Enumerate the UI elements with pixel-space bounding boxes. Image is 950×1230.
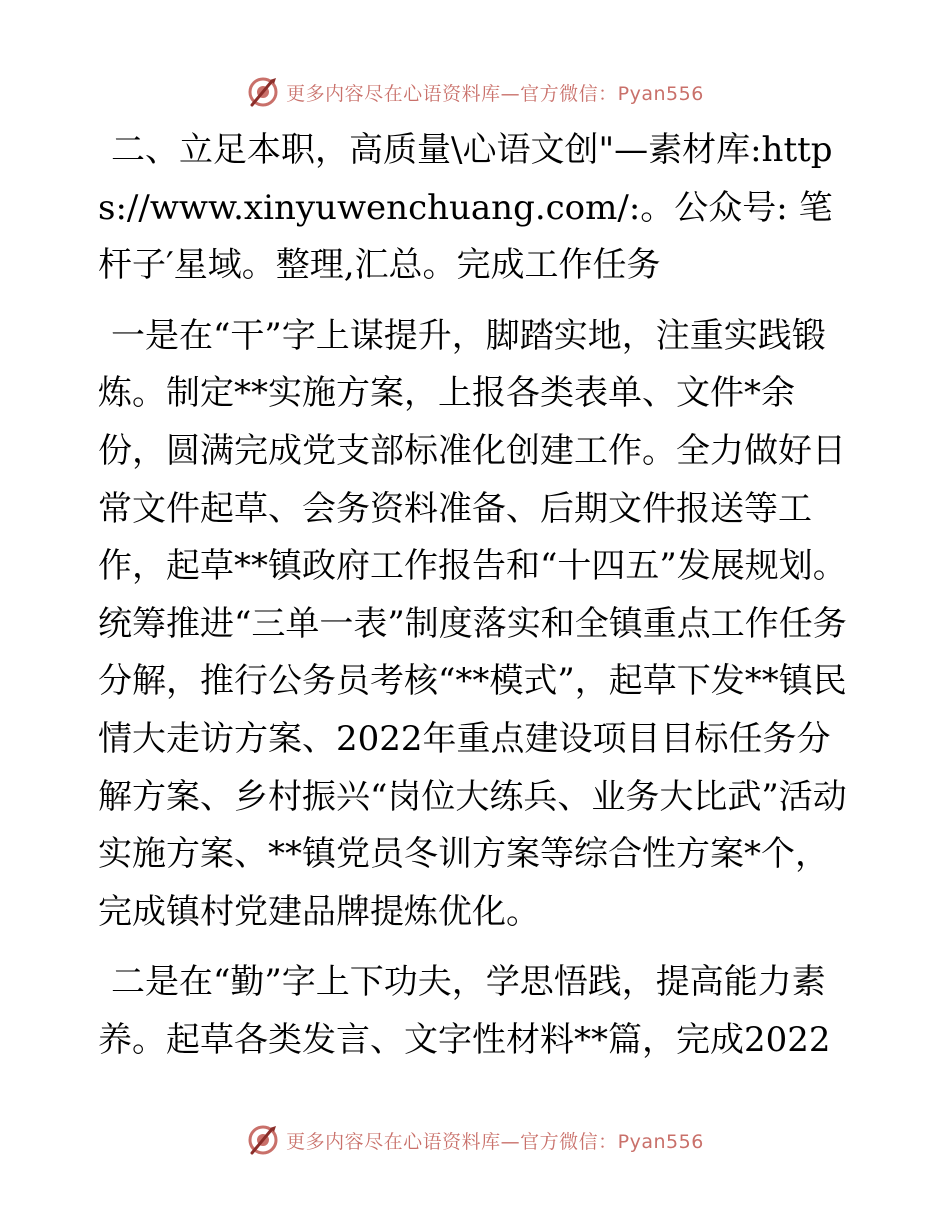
- header-watermark-banner: [0, 70, 950, 114]
- footer-banner-text: 更多内容尽在心语资料库—官方微信：Pyan556: [286, 1130, 704, 1153]
- footer-banner-group: [246, 1123, 704, 1157]
- header-banner-text: 更多内容尽在心语资料库—官方微信：Pyan556: [286, 82, 704, 105]
- quill-seal-icon: [246, 75, 280, 109]
- header-banner-group: [246, 75, 704, 109]
- paragraph-first-point: 一是在“干”字上谋提升，脚踏实地，注重实践锻炼。制定**实施方案，上报各类表单、文件*余份，圆满完成党支部标准化创建工作。全力做好日常文件起草、会务资料准备、后期文件报送等工作，起草**镇政府工作报告和“十四五”发展规划。统筹推进“三单一表”制度落实和全镇重点工作任务分解，推行公务员考核“**模式”，起草下发**镇民情大走访方案、2022年重点建设项目目标任务分解方案、乡村振兴“岗位大练兵、业务大比武”活动实施方案、**镇党员冬训方案等综合性方案*个，完成镇村党建品牌提炼优化。: [98, 315, 847, 932]
- quill-seal-icon: [246, 1123, 280, 1157]
- paragraph-section-title: 二、立足本职，高质量\心语文创"—素材库:https://www.xinyuwenchuang.com/:。公众号: 笔杆子′星域。整理,汇总。完成工作任务: [98, 130, 833, 286]
- footer-watermark-banner: [0, 1118, 950, 1162]
- paragraph-second-point: 二是在“勤”字上下功夫，学思悟践，提高能力素养。起草各类发言、文字性材料**篇，完成2022: [98, 962, 831, 1060]
- document-body: [98, 122, 858, 1070]
